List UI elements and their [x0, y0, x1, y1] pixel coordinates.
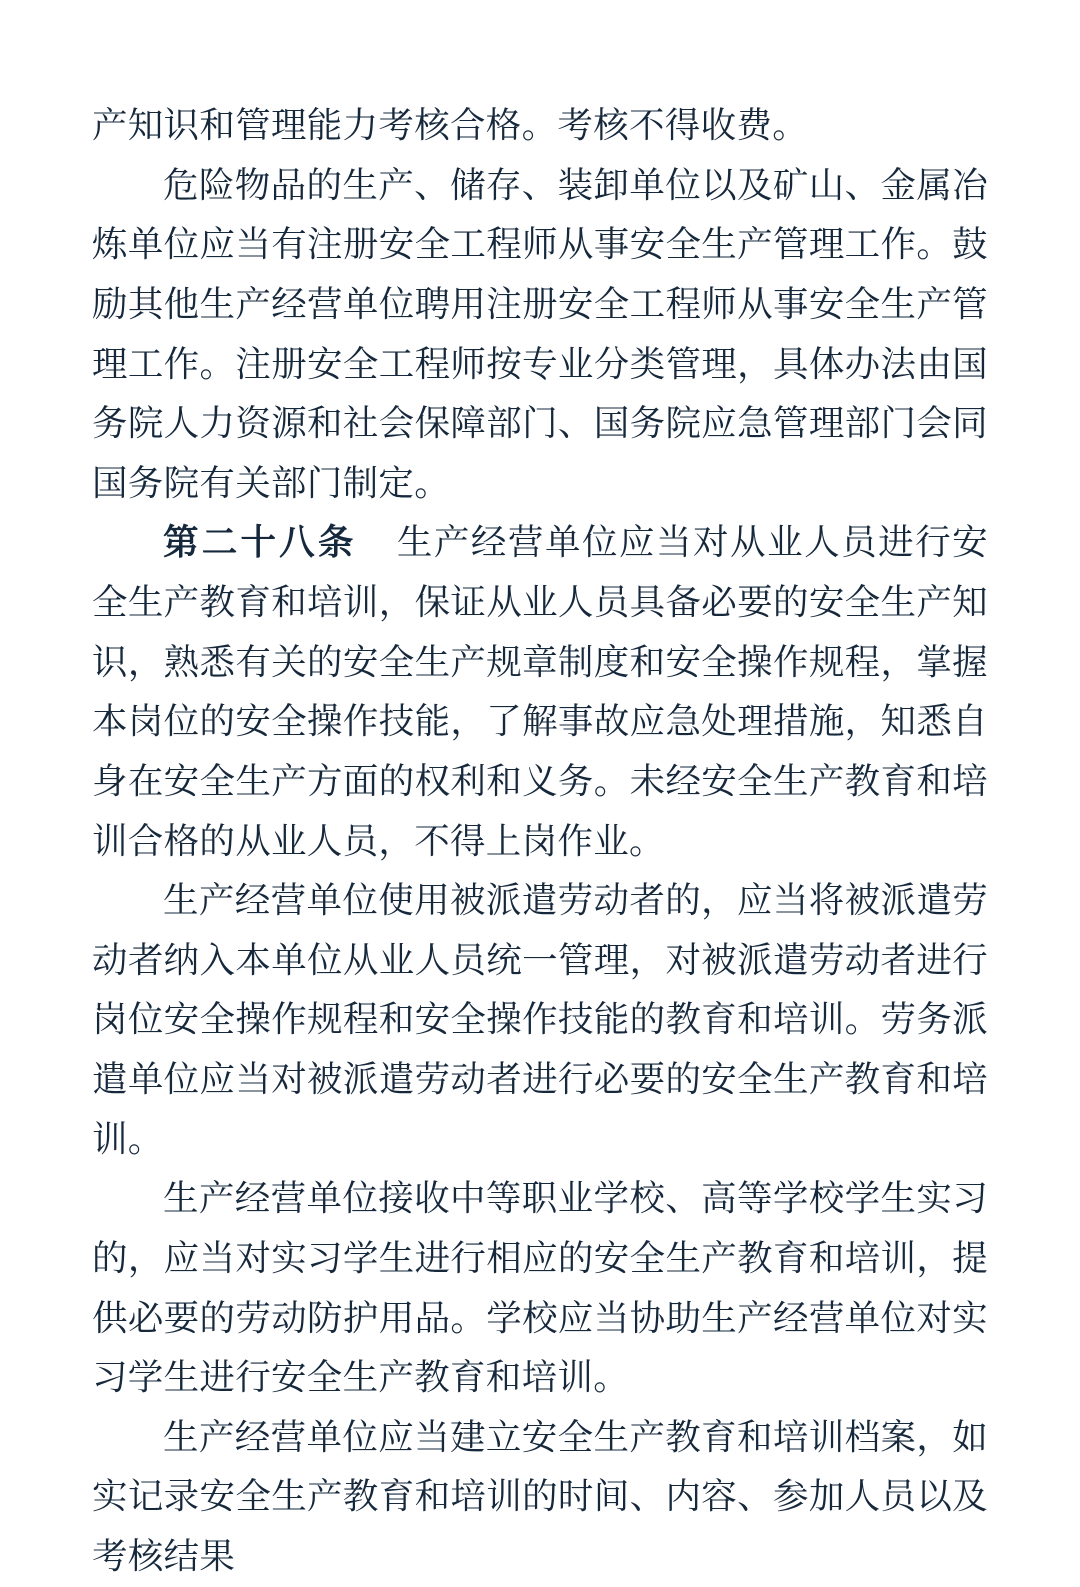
article-number-label: 第二十八条: [163, 522, 357, 564]
paragraph-text: 生产经营单位应当建立安全生产教育和培训档案，如实记录安全生产教育和培训的时间、内容、参加人员以及考核结果: [92, 1416, 988, 1577]
paragraph-continued: [92, 96, 988, 156]
paragraph-dispatched-workers: [92, 871, 988, 1169]
paragraph-student-interns: [92, 1169, 988, 1408]
paragraph-text: 生产经营单位使用被派遣劳动者的，应当将被派遣劳动者纳入本单位从业人员统一管理，对被派遣劳动者进行岗位安全操作规程和安全操作技能的教育和培训。劳务派遣单位应当对被派遣劳动者进行必要的安全生产教育和培训。: [92, 880, 988, 1160]
paragraph-text: 生产经营单位接收中等职业学校、高等学校学生实习的，应当对实习学生进行相应的安全生产教育和培训，提供必要的劳动防护用品。学校应当协助生产经营单位对实习学生进行安全生产教育和培训。: [92, 1178, 988, 1399]
paragraph-registered-safety-engineer: [92, 156, 988, 514]
paragraph-article-28: [92, 513, 988, 871]
paragraph-training-records: [92, 1408, 988, 1587]
paragraph-text: 产知识和管理能力考核合格。考核不得收费。: [92, 105, 809, 146]
document-body: [92, 96, 988, 1587]
paragraph-text: 生产经营单位应当对从业人员进行安全生产教育和培训，保证从业人员具备必要的安全生产知识，熟悉有关的安全生产规章制度和安全操作规程，掌握本岗位的安全操作技能，了解事故应急处理措施，知悉自身在安全生产方面的权利和义务。未经安全生产教育和培训合格的从业人员，不得上岗作业。: [92, 522, 988, 862]
paragraph-text: 危险物品的生产、储存、装卸单位以及矿山、金属冶炼单位应当有注册安全工程师从事安全生产管理工作。鼓励其他生产经营单位聘用注册安全工程师从事安全生产管理工作。注册安全工程师按专业分类管理，具体办法由国务院人力资源和社会保障部门、国务院应急管理部门会同国务院有关部门制定。: [92, 164, 988, 504]
